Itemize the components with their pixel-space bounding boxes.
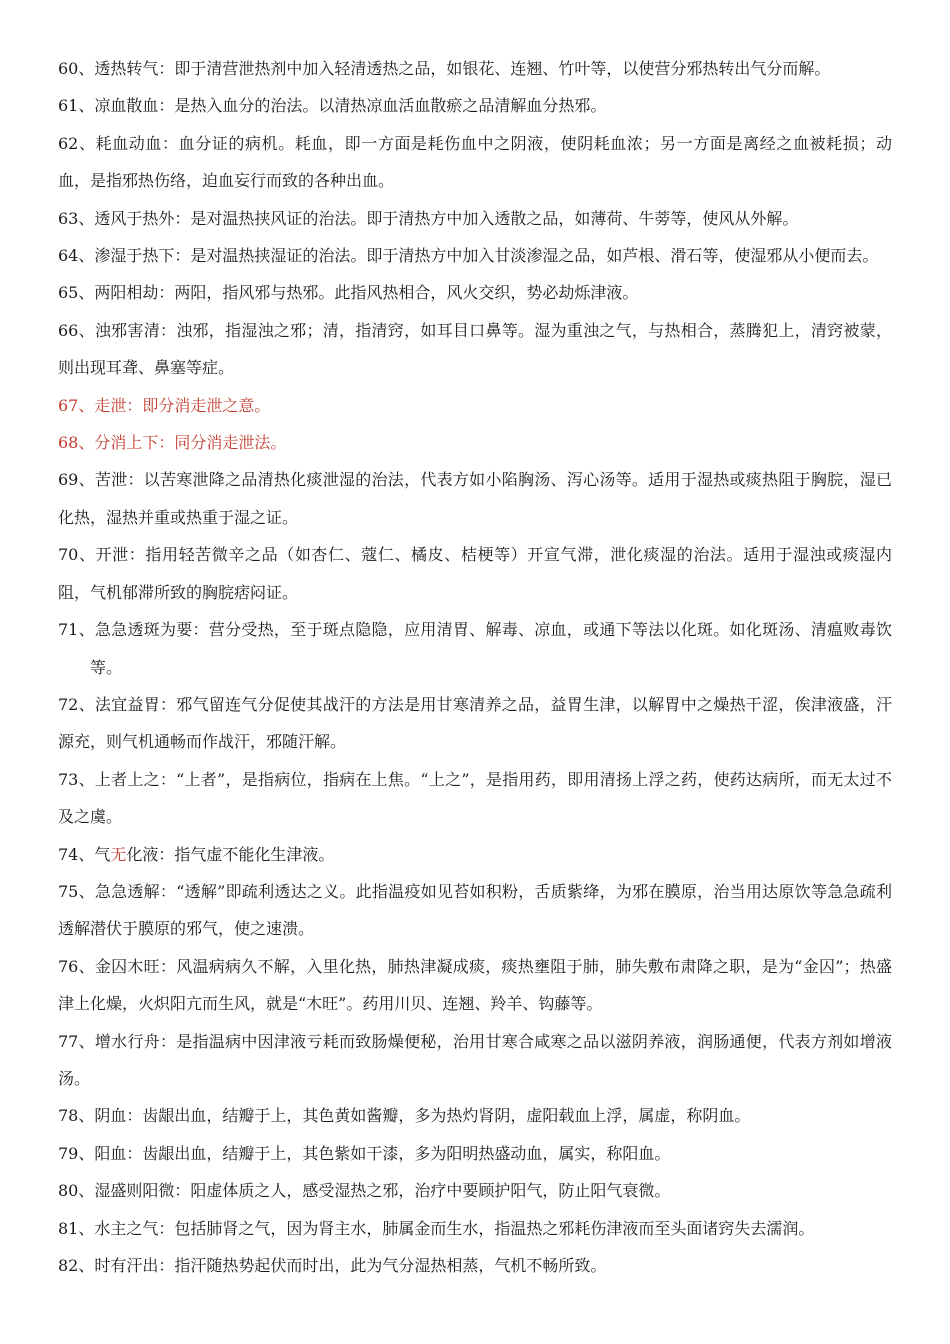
entry-number: 79、 [58,1143,95,1163]
entry-text: 走泄：即分消走泄之意。 [94,395,271,415]
entry-number: 65、 [58,283,95,303]
entry-text: 水主之气：包括肺肾之气，因为肾主水，肺属金而生水，指温热之邪耗伤津液而至头面诸窍失去濡润。 [94,1218,815,1238]
entry-number: 73、 [58,769,95,789]
entry-74 [58,836,892,873]
entry-69 [58,461,892,536]
entry-number: 70、 [58,545,96,565]
entry-text: 透热转气：即于清营泄热剂中加入轻清透热之品，如银花、连翘、竹叶等，以使营分邪热转出气分而解。 [94,59,831,78]
entry-77 [58,1023,892,1098]
entry-82 [58,1247,892,1284]
entry-61 [58,87,892,124]
entry-text: 耗血动血：血分证的病机。耗血，即一方面是耗伤血中之阴液，使阴耗血浓；另一方面是离经之血被耗损；动血，是指邪热伤络，迫血妄行而致的各种出血。 [58,133,892,191]
document-page [0,50,950,1284]
entry-text: 时有汗出：指汗随热势起伏而时出，此为气分湿热相蒸，气机不畅所致。 [94,1256,607,1275]
entry-text: 苦泄：以苦寒泄降之品清热化痰泄湿的治法，代表方如小陷胸汤、泻心汤等。适用于湿热或痰热阻于胸脘，湿已化热，湿热并重或热重于湿之证。 [58,470,892,527]
entry-72 [58,686,892,761]
entry-number: 61、 [58,96,95,116]
entry-67 [58,387,892,424]
entry-62 [58,125,892,200]
entry-text: 急急透斑为要：营分受热，至于斑点隐隐，应用清胃、解毒、凉血，或通下等法以化斑。如化斑汤、清瘟败毒饮等。 [90,620,892,677]
entry-text: 开泄：指用轻苦微辛之品（如杏仁、蔻仁、橘皮、桔梗等）开宣气滞，泄化痰湿的治法。适用于湿浊或痰湿内阻，气机郁滞所致的胸脘痞闷证。 [58,545,892,602]
entry-text-post: 化液：指气虚不能化生津液。 [126,844,335,864]
entry-71 [58,611,892,686]
entry-text: 浊邪害清：浊邪，指湿浊之邪；清，指清窍，如耳目口鼻等。湿为重浊之气，与热相合，蒸腾犯上，清窍被蒙，则出现耳聋、鼻塞等症。 [58,320,892,378]
entry-number: 76、 [58,956,95,976]
entry-68 [58,424,892,461]
entry-text: 上者上之：“上者”，是指病位，指病在上焦。“上之”，是指用药，即用清扬上浮之药，使药达病所，而无太过不及之虞。 [58,769,892,827]
entry-text: 湿盛则阳微：阳虚体质之人，感受湿热之邪，治疗中要顾护阳气，防止阳气衰微。 [94,1181,671,1201]
entry-number: 64、 [58,246,95,266]
entry-number: 66、 [58,320,95,340]
entry-number: 71、 [58,620,95,640]
entry-text: 急急透解：“透解”即疏利透达之义。此指温疫如见苔如积粉，舌质紫绛，为邪在膜原，治当用达原饮等急急疏利透解潜伏于膜原的邪气，使之速溃。 [58,881,892,939]
entry-text: 分消上下：同分消走泄法。 [94,433,287,453]
entry-text: 增水行舟：是指温病中因津液亏耗而致肠燥便秘，治用甘寒合咸寒之品以滋阴养液，润肠通便，代表方剂如增液汤。 [58,1031,892,1088]
entry-63 [58,200,892,237]
entry-75 [58,873,892,948]
entry-78 [58,1097,892,1134]
entry-number: 75、 [58,881,95,901]
entry-number: 74、 [58,844,95,864]
entry-text-highlight: 无 [110,844,127,864]
entry-number: 68、 [58,433,95,453]
entry-number: 67、 [58,395,95,415]
entry-70 [58,536,892,611]
entry-81 [58,1210,892,1247]
entry-text: 渗湿于热下：是对温热挟湿证的治法。即于清热方中加入甘淡渗湿之品，如芦根、滑石等，使湿邪从小便而去。 [94,246,879,266]
entry-73 [58,761,892,836]
entry-text: 法宜益胃：邪气留连气分促使其战汗的方法是用甘寒清养之品，益胃生津，以解胃中之燥热干涩，俟津液盛，汗源充，则气机通畅而作战汗，邪随汗解。 [58,694,892,752]
entry-text: 透风于热外：是对温热挟风证的治法。即于清热方中加入透散之品，如薄荷、牛蒡等，使风从外解。 [94,208,799,228]
entry-number: 80、 [58,1181,95,1201]
entry-76 [58,948,892,1023]
entry-65 [58,274,892,311]
entry-79 [58,1135,892,1172]
entry-text: 金囚木旺：风温病病久不解，入里化热，肺热津凝成痰，痰热壅阻于肺，肺失敷布肃降之职，是为“金囚”；热盛津上化燥，火炽阳亢而生风，就是“木旺”。药用川贝、连翘、羚羊、钩藤等。 [58,956,892,1014]
entry-64 [58,237,892,274]
entry-number: 77、 [58,1031,95,1051]
entry-text: 两阳相劫：两阳，指风邪与热邪。此指风热相合，风火交织，势必劫烁津液。 [94,283,639,303]
entry-number: 60、 [58,59,95,78]
entry-number: 78、 [58,1106,95,1126]
entry-number: 63、 [58,208,95,228]
entry-60 [58,50,892,87]
entry-number: 72、 [58,694,95,714]
entry-text: 阳血：齿龈出血，结瓣于上，其色紫如干漆，多为阳明热盛动血，属实，称阳血。 [94,1143,671,1163]
entry-number: 62、 [58,133,96,153]
entry-66 [58,312,892,387]
entry-number: 81、 [58,1218,95,1238]
entry-number: 69、 [58,470,95,490]
entry-80 [58,1172,892,1209]
entry-text: 凉血散血：是热入血分的治法。以清热凉血活血散瘀之品清解血分热邪。 [94,96,607,116]
entry-text-pre: 气 [94,844,111,864]
entry-text: 阴血：齿龈出血，结瓣于上，其色黄如酱瓣，多为热灼肾阴，虚阳载血上浮，属虚，称阴血。 [94,1106,751,1126]
entry-number: 82、 [58,1256,95,1275]
